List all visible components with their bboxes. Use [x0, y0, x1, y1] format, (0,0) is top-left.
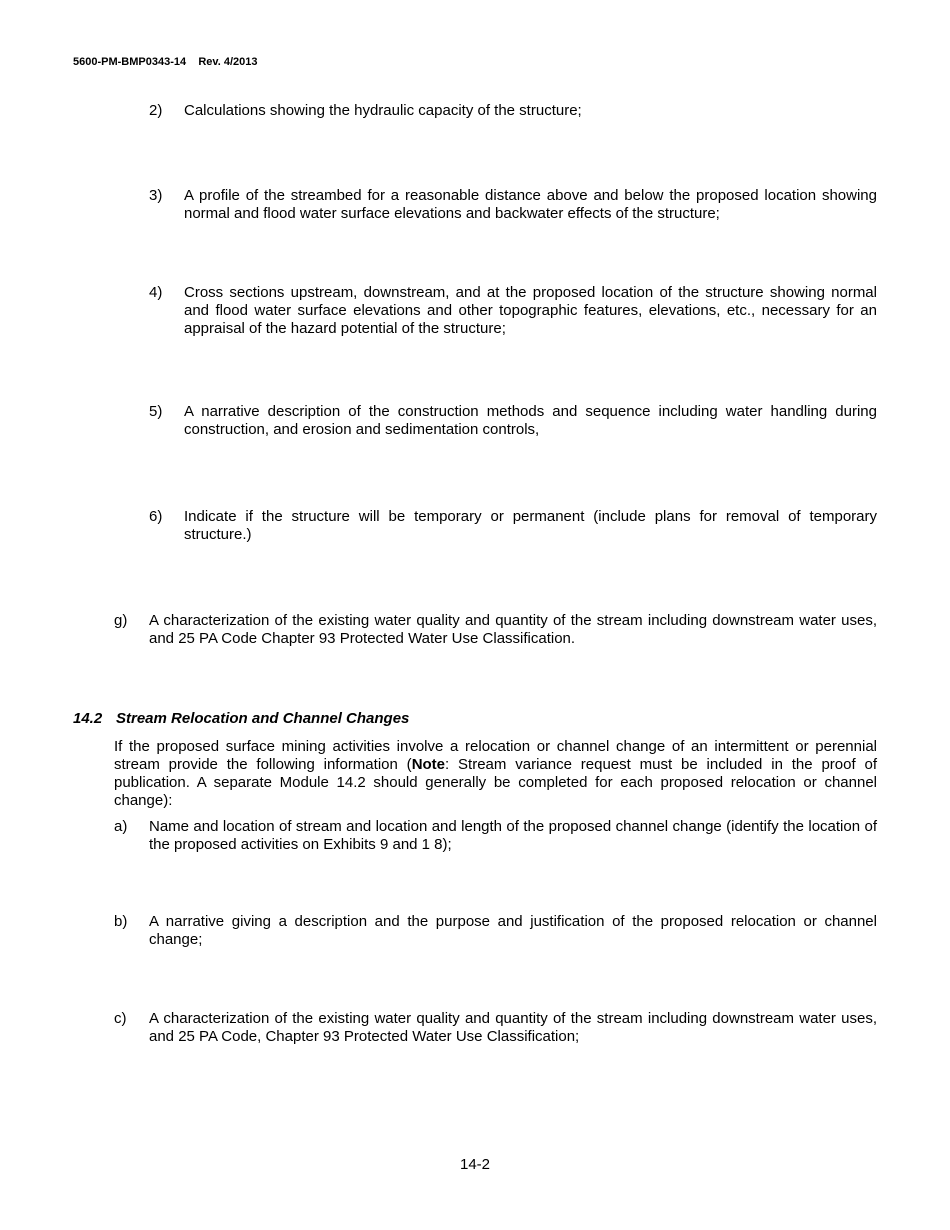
list-item-text: A narrative giving a description and the purpose and justification of the proposed relocation or channel change;	[149, 913, 877, 948]
section-intro	[114, 738, 877, 810]
list-item-text: Name and location of stream and location and length of the proposed channel change (identify the location of the proposed activities on Exhibits 9 and 1 8);	[149, 818, 877, 853]
list-marker: b)	[114, 913, 128, 930]
list-marker: 5)	[149, 403, 163, 420]
list-item-text: A characterization of the existing water quality and quantity of the stream including downstream water uses, and 25 PA Code, Chapter 93 Protected Water Use Classification;	[149, 1010, 877, 1045]
page-number: 14-2	[459, 1156, 491, 1173]
section-number: 14.2	[73, 710, 103, 727]
list-item-c	[114, 1010, 877, 1046]
list-item-a	[114, 818, 877, 854]
list-item-text: A characterization of the existing water quality and quantity of the stream including downstream water uses, and 25 PA Code Chapter 93 Protected Water Use Classification.	[149, 612, 877, 647]
revision-label: Rev. 4/2013	[198, 56, 258, 68]
list-marker: a)	[114, 818, 128, 835]
section-title: Stream Relocation and Channel Changes	[116, 710, 410, 727]
list-item-g	[114, 612, 877, 648]
intro-text-before: If the proposed surface mining activities involve a relocation or channel change of an intermittent or perennial stream provide the following information (	[114, 738, 877, 773]
list-item-b	[114, 913, 877, 949]
list-marker: 4)	[149, 284, 163, 301]
page-header	[73, 56, 257, 68]
list-item-4	[149, 284, 877, 338]
list-marker: c)	[114, 1010, 127, 1027]
list-item-text: Indicate if the structure will be temporary or permanent (include plans for removal of temporary structure.)	[184, 508, 877, 543]
list-marker: 6)	[149, 508, 163, 525]
form-id: 5600-PM-BMP0343-14	[73, 56, 187, 68]
list-item-3	[149, 187, 877, 223]
list-marker: g)	[114, 612, 128, 629]
list-item-5	[149, 403, 877, 439]
note-label: Note	[411, 756, 446, 773]
list-item-text: Calculations showing the hydraulic capacity of the structure;	[184, 102, 582, 119]
list-item-6	[149, 508, 877, 544]
section-heading	[73, 710, 409, 727]
list-marker: 3)	[149, 187, 163, 204]
list-marker: 2)	[149, 102, 163, 119]
intro-text-after: : Stream variance request must be included in the proof of publication. A separate Module 14.2 should generally be completed for each proposed relocation or channel change):	[114, 756, 878, 809]
list-item-2	[149, 102, 877, 120]
list-item-text: Cross sections upstream, downstream, and at the proposed location of the structure showing normal and flood water surface elevations and other topographic features, elevations, etc., necessary for an appraisal of the hazard potential of the structure;	[184, 284, 877, 337]
list-item-text: A profile of the streambed for a reasonable distance above and below the proposed location showing normal and flood water surface elevations and backwater effects of the structure;	[184, 187, 877, 222]
list-item-text: A narrative description of the construction methods and sequence including water handling during construction, and erosion and sedimentation controls,	[184, 403, 877, 438]
